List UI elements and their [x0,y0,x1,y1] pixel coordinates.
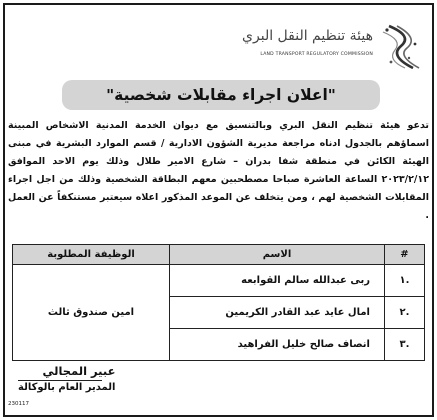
header-job: الوظيفة المطلوبة [13,245,170,265]
signature-block [18,362,115,396]
table-header-row [13,245,425,265]
page-title: "اعلان اجراء مقابلات شخصية" [106,86,336,104]
candidates-table [12,244,425,361]
candidate-name: ربى عبدالله سالم القوابعه [170,265,385,297]
candidate-name: انصاف صالح خليل الفراهيد [170,329,385,361]
ad-code: 230117 [8,401,29,407]
ltrc-logo-icon [379,24,423,70]
row-num: .٢ [385,297,425,329]
title-banner [62,80,380,110]
header-logo [242,22,423,74]
org-name-english: LAND TRANSPORT REGULATORY COMMISSION [260,52,373,57]
org-name-arabic: هيئة تنظيم النقل البري [242,28,373,44]
table-row [13,265,425,297]
signatory-title: المدير العام بالوكالة [18,382,116,393]
header-name: الاسم [170,245,385,265]
job-title-cell: امين صندوق ثالث [13,265,170,361]
row-num: .١ [385,265,425,297]
candidate-name: امال عايد عبد القادر الكريمين [170,297,385,329]
announcement-body: تدعو هيئة تنظيم النقل البري وبالتنسيق مع ديوان الخدمة المدنية الاشخاص المبينة اسماؤهم بالجدول ادناه مراجعة مديرية الشؤون الادارية / قسم الموارد البشرية في مبنى الهيئة الكائن في منطقة شفا بدران – شارع الامير طلال وذلك يوم الاحد الموافق ٢٠٢٣/٢/١٢ الساعة العاشرة صباحا مصطحبين معهم البطاقة الشخصية وذلك من اجل اجراء المقابلات الشخصية لهم ، ومن يتخلف عن الموعد المذكور اعلاه سيعتبر مستنكفاً عن العمل . [8,120,429,221]
row-num: .٣ [385,329,425,361]
signature-underline [18,380,102,381]
header-num: # [385,245,425,265]
signatory-name: عبير المجالي [42,364,116,378]
